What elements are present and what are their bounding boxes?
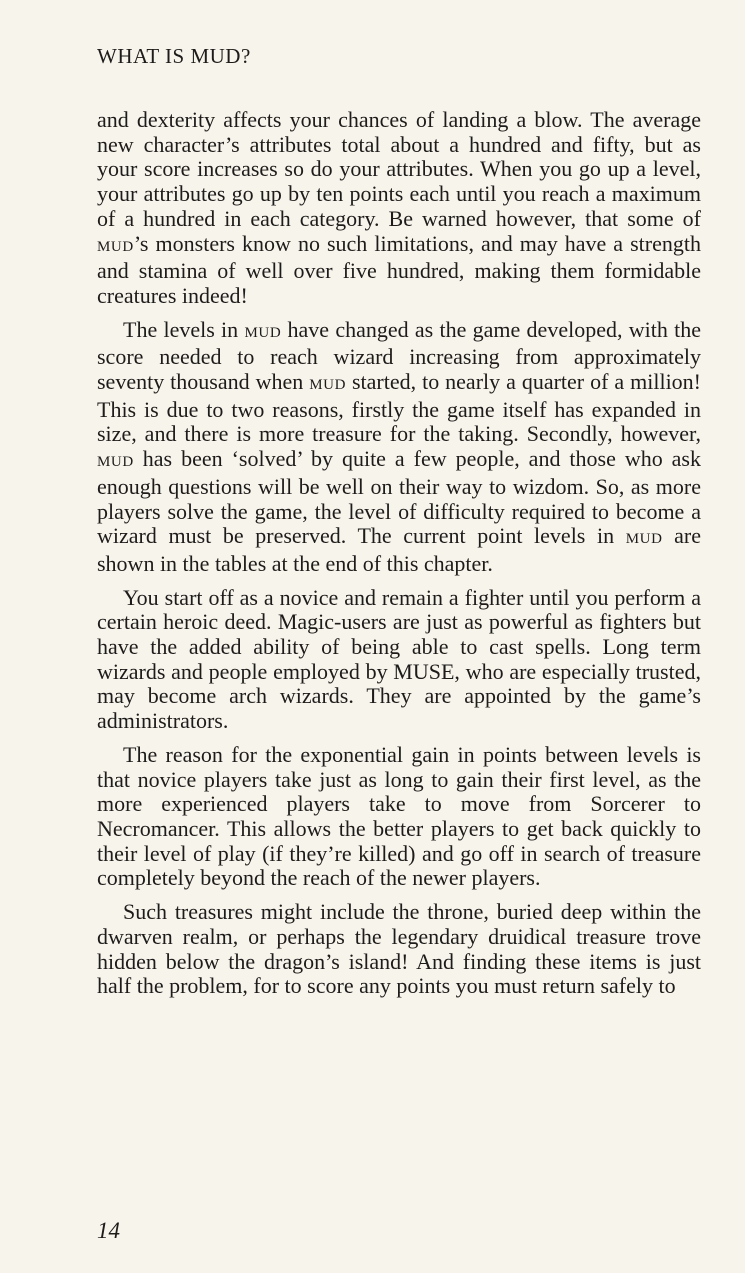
smallcaps-run: MUD — [244, 324, 282, 341]
running-head: WHAT IS MUD? — [97, 44, 251, 68]
text-run: has been ‘solved’ by quite a few people, and those who ask enough questions will be well on their way to wizdom. So, as more players solve the game, the level of difficulty required to become a wizard must be preserved. The current point levels in — [97, 446, 701, 549]
paragraph-5 — [97, 900, 701, 999]
smallcaps-run: MUD — [625, 531, 663, 548]
text-run: started, to nearly a quarter of a million! This is due to two reasons, firstly the game itself has expanded in size, and there is more treasure for the taking. Secondly, however, — [97, 369, 702, 447]
smallcaps-run: MUD — [97, 454, 134, 471]
text-run: are shown in the tables at the end of this chapter. — [97, 523, 702, 576]
text-run: have changed as the game developed, with the score needed to reach wizard increasing from approximately seventy thousand when — [97, 316, 701, 395]
smallcaps-run: MUD — [309, 377, 347, 394]
paragraph-2 — [97, 318, 701, 577]
paragraph-4 — [97, 743, 701, 891]
text-run: The levels in — [123, 316, 245, 342]
text-run: The reason for the exponential gain in points between levels is that novice players take just as long to gain their first level, as the more experienced players take to move from Sorcerer to Necromancer. This allows the better players to get back quickly to their level of play (if they’re killed) and go off in search of treasure completely beyond the reach of the newer players. — [97, 741, 701, 891]
paragraph-1 — [97, 108, 701, 309]
text-run: You start off as a novice and remain a fighter until you perform a certain heroic deed. Magic-users are just as powerful as fighters but have the added ability of being able to cast spells. Long term wizards and people employed by MUSE, who are especially trusted, may become arch wizards. They are appointed by the game’s administrators. — [97, 584, 701, 734]
text-run: and dexterity affects your chances of landing a blow. The average new character’s attributes total about a hundred and fifty, but as your score increases so do your attributes. When you go up a level, your attributes go up by ten points each until you reach a maximum of a hundred in each category. Be warned however, that some of — [97, 107, 701, 231]
page-number: 14 — [97, 1218, 120, 1243]
body-text — [97, 108, 701, 1008]
text-run: ’s monsters know no such limitations, and may have a strength and stamina of well over five hundred, making them formidable creatures indeed! — [97, 230, 701, 308]
paragraph-3 — [97, 586, 701, 734]
smallcaps-run: MUD — [97, 238, 134, 255]
text-run: Such treasures might include the throne, buried deep within the dwarven realm, or perhaps the legendary druidical treasure trove hidden below the dragon’s island! And finding these items is just half the problem, for to score any points you must return safely to — [97, 899, 701, 999]
